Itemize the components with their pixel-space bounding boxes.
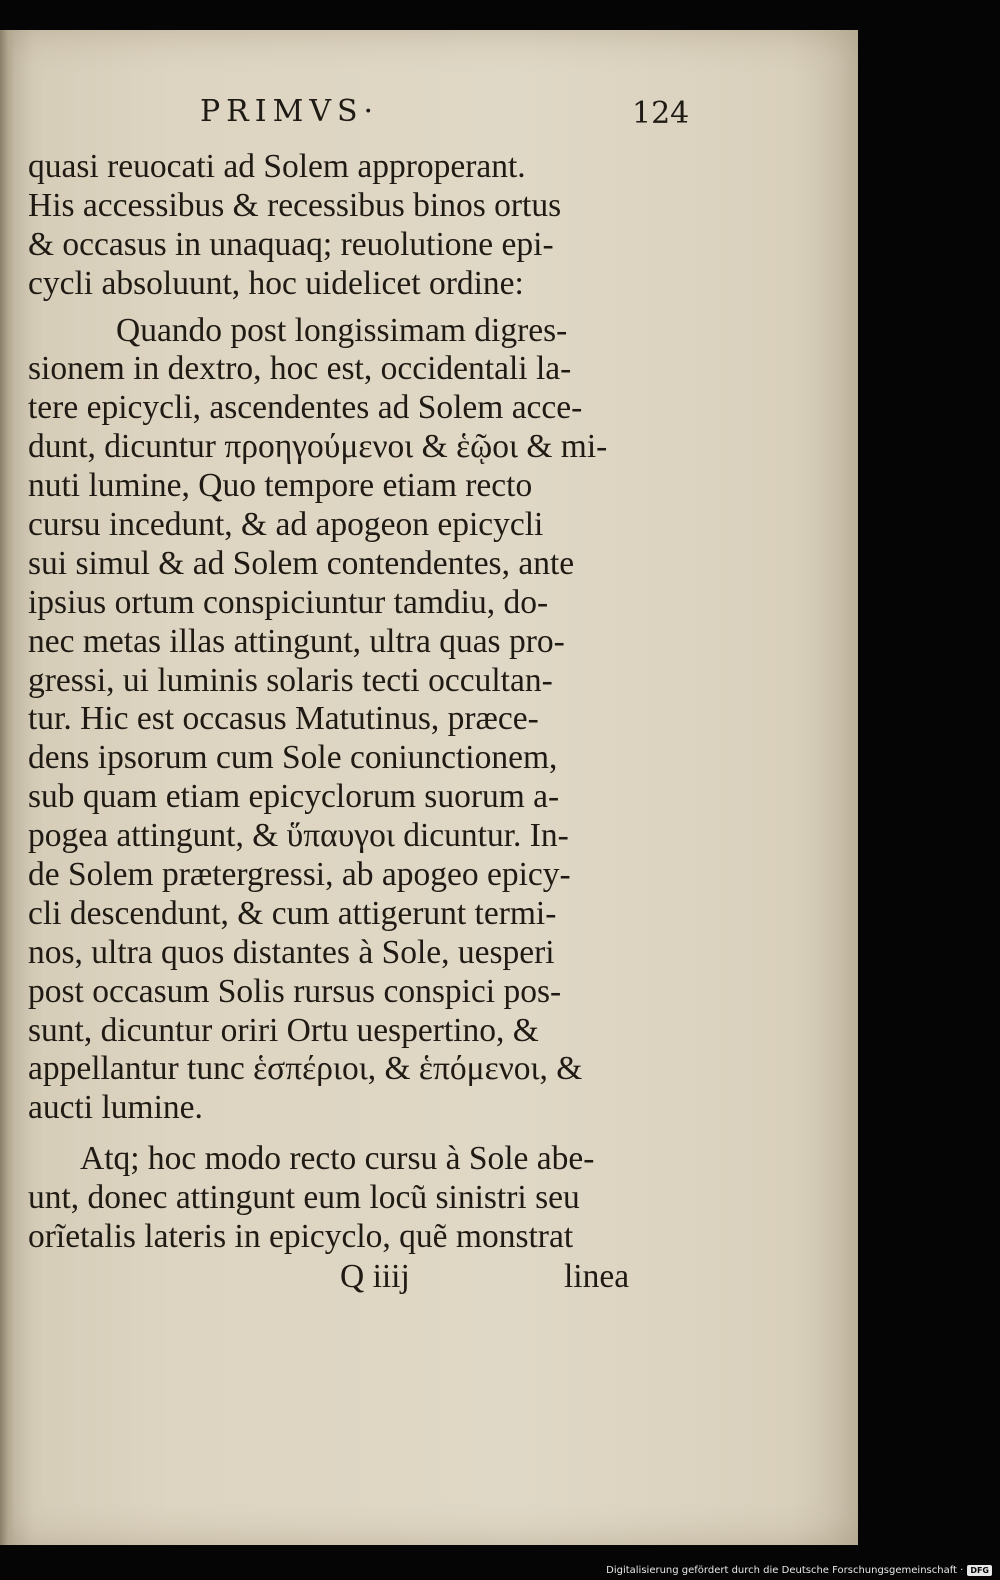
text-line: dunt, dicuntur προηγούμενοι & ἑῷοι & mi- [28,428,608,466]
body-text [28,148,668,1257]
dfg-logo-icon: DFG [967,1565,992,1576]
text-line: sui simul & ad Solem contendentes, ante [28,544,575,582]
text-line: tere epicycli, ascendentes ad Solem acce- [28,389,583,427]
page-gutter-edge [0,30,14,1545]
page-footer [28,1258,668,1298]
text-line: pogea attingunt, & ὕπαυγοι dicuntur. In- [28,817,569,855]
text-line: gressi, ui luminis solaris tecti occultan- [28,661,553,699]
text-line: sionem in dextro, hoc est, occidentali la- [28,350,572,388]
text-line: cursu incedunt, & ad apogeon epicycli [28,506,544,544]
text-line: cli descendunt, & cum attigerunt termi- [28,894,557,932]
text-line: quasi reuocati ad Solem approperant. [28,148,526,185]
text-line: nos, ultra quos distantes à Sole, uesperi [28,933,555,971]
text-line: sunt, dicuntur oriri Ortu uespertino, & [28,1011,539,1049]
text-line: cycli absoluunt, hoc uidelicet ordine: [28,264,524,302]
text-line: nuti lumine, Quo tempore etiam recto [28,467,533,505]
text-line: orĩetalis lateris in epicyclo, quẽ monstrat [28,1218,574,1256]
text-line: His accessibus & recessibus binos ortus [28,186,562,224]
text-line: & occasus in unaquaq; reuolutione epi- [28,225,554,263]
signature-mark: Q iiij [340,1258,410,1295]
page-number: 124 [632,96,690,131]
credit-text: Digitalisierung gefördert durch die Deutsche Forschungsgemeinschaft · [606,1565,964,1576]
text-line: nec metas illas attingunt, ultra quas pro- [28,622,565,660]
digitization-credit [606,1565,992,1576]
text-line: de Solem prætergressi, ab apogeo epicy- [28,856,571,894]
text-line: aucti lumine. [28,1089,203,1127]
text-line: unt, donec attingunt eum locũ sinistri seu [28,1179,580,1217]
text-line: appellantur tunc ἑσπέριοι, & ἑπόμενοι, & [28,1050,583,1088]
catchword: linea [564,1258,630,1295]
text-line: post occasum Solis rursus conspici pos- [28,972,562,1010]
running-head: PRIMVS· [200,94,380,129]
text-line: dens ipsorum cum Sole coniunctionem, [28,739,558,777]
text-line: Quando post longissimam digres- [116,311,568,349]
text-line: Atq; hoc modo recto cursu à Sole abe- [80,1140,595,1178]
text-line: tur. Hic est occasus Matutinus, præce- [28,700,539,738]
text-line: sub quam etiam epicyclorum suorum a- [28,778,560,816]
text-line: ipsius ortum conspiciuntur tamdiu, do- [28,583,549,621]
